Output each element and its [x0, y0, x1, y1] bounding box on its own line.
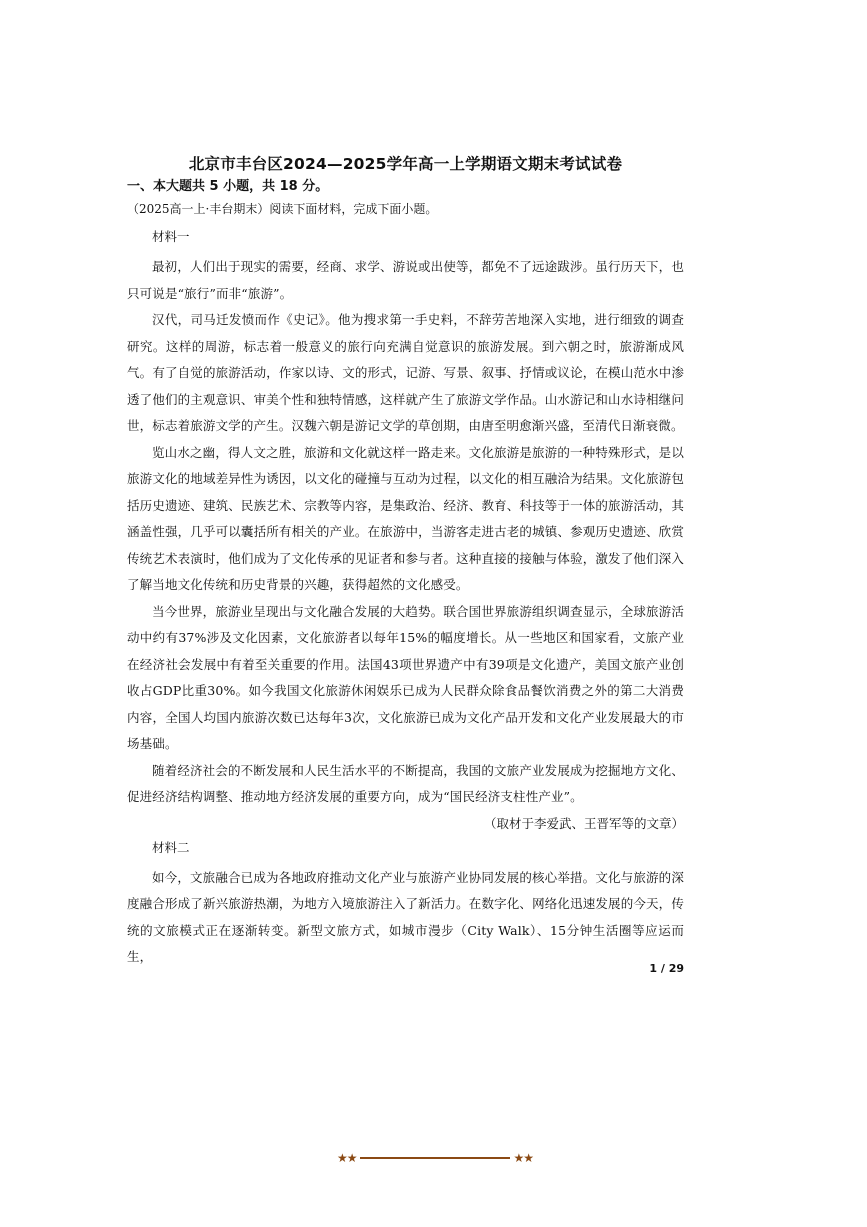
material-2-paragraph: 如今，文旅融合已成为各地政府推动文化产业与旅游产业协同发展的核心举措。文化与旅游的深度融合形成了新兴旅游热潮，为地方入境旅游注入了新活力。在数字化、网络化迅速发展的今天，传统的文旅模式正在逐渐转变。新型文旅方式，如城市漫步（City Walk）、15分钟生活圈等应运而生， [127, 869, 684, 964]
material-1-paragraph: 览山水之幽，得人文之胜，旅游和文化就这样一路走来。文化旅游是旅游的一种特殊形式，是以旅游文化的地域差异性为诱因，以文化的碰撞与互动为过程，以文化的相互融洽为结果。文化旅游包括历史遗迹、建筑、民族艺术、宗教等内容，是集政治、经济、教育、科技等于一体的旅游活动，其涵盖性强，几乎可以囊括所有相关的产业。在旅游中，当游客走进古老的城镇、参观历史遗迹、欣赏传统艺术表演时，他们成为了文化传承的见证者和参与者。这种直接的接触与体验，激发了他们深入了解当地文化传统和历史背景的兴趣，获得超然的文化感受。 [127, 444, 684, 592]
question-instruction: （2025高一上·丰台期末）阅读下面材料，完成下面小题。 [127, 202, 438, 216]
material-1-paragraph: 当今世界，旅游业呈现出与文化融合发展的大趋势。联合国世界旅游组织调查显示，全球旅游活动中约有37%涉及文化因素，文化旅游者以每年15%的幅度增长。从一些地区和国家看，文旅产业在经济社会发展中有着至关重要的作用。法国43项世界遗产中有39项是文化遗产，美国文旅产业创收占GDP比重30%。如今我国文化旅游休闲娱乐已成为人民群众除食品餐饮消费之外的第二大消费内容，全国人均国内旅游次数已达每年3次，文化旅游已成为文化产品开发和文化产业发展最大的市场基础。 [127, 603, 684, 751]
material-2-label: 材料二 [152, 839, 190, 855]
section-heading: 一、本大题共 5 小题，共 18 分。 [127, 179, 329, 194]
document-title: 北京市丰台区2024—2025学年高一上学期语文期末考试试卷 [188, 155, 623, 173]
page-content [127, 152, 684, 971]
material-1-source: （取材于李爱武、王晋军等的文章） [483, 815, 684, 831]
material-1-label: 材料一 [152, 229, 190, 244]
material-1-paragraph: 最初，人们出于现实的需要，经商、求学、游说或出使等，都免不了远途跋涉。虽行历天下，也只可说是“旅行”而非“旅游”。 [127, 259, 684, 301]
footer-divider [360, 1157, 511, 1159]
page-number: 1 / 29 [649, 962, 684, 975]
material-1-paragraph: 随着经济社会的不断发展和人民生活水平的不断提高，我国的文旅产业发展成为挖掘地方文化、促进经济结构调整、推动地方经济发展的重要方向，成为“国民经济支柱性产业”。 [127, 762, 684, 804]
star-icon: ★★ [337, 1151, 357, 1165]
footer-decoration [337, 1150, 533, 1166]
star-icon: ★★ [513, 1151, 533, 1165]
material-1-paragraph: 汉代，司马迁发愤而作《史记》。他为搜求第一手史料，不辞劳苦地深入实地，进行细致的调查研究。这样的周游，标志着一般意义的旅行向充满自觉意识的旅游发展。到六朝之时，旅游渐成风气。有了自觉的旅游活动，作家以诗、文的形式，记游、写景、叙事、抒情或议论，在模山范水中渗透了他们的主观意识、审美个性和独特情感，这样就产生了旅游文学作品。山水游记和山水诗相继问世，标志着旅游文学的产生。汉魏六朝是游记文学的草创期，由唐至明愈渐兴盛，至清代日渐衰微。 [127, 312, 684, 433]
